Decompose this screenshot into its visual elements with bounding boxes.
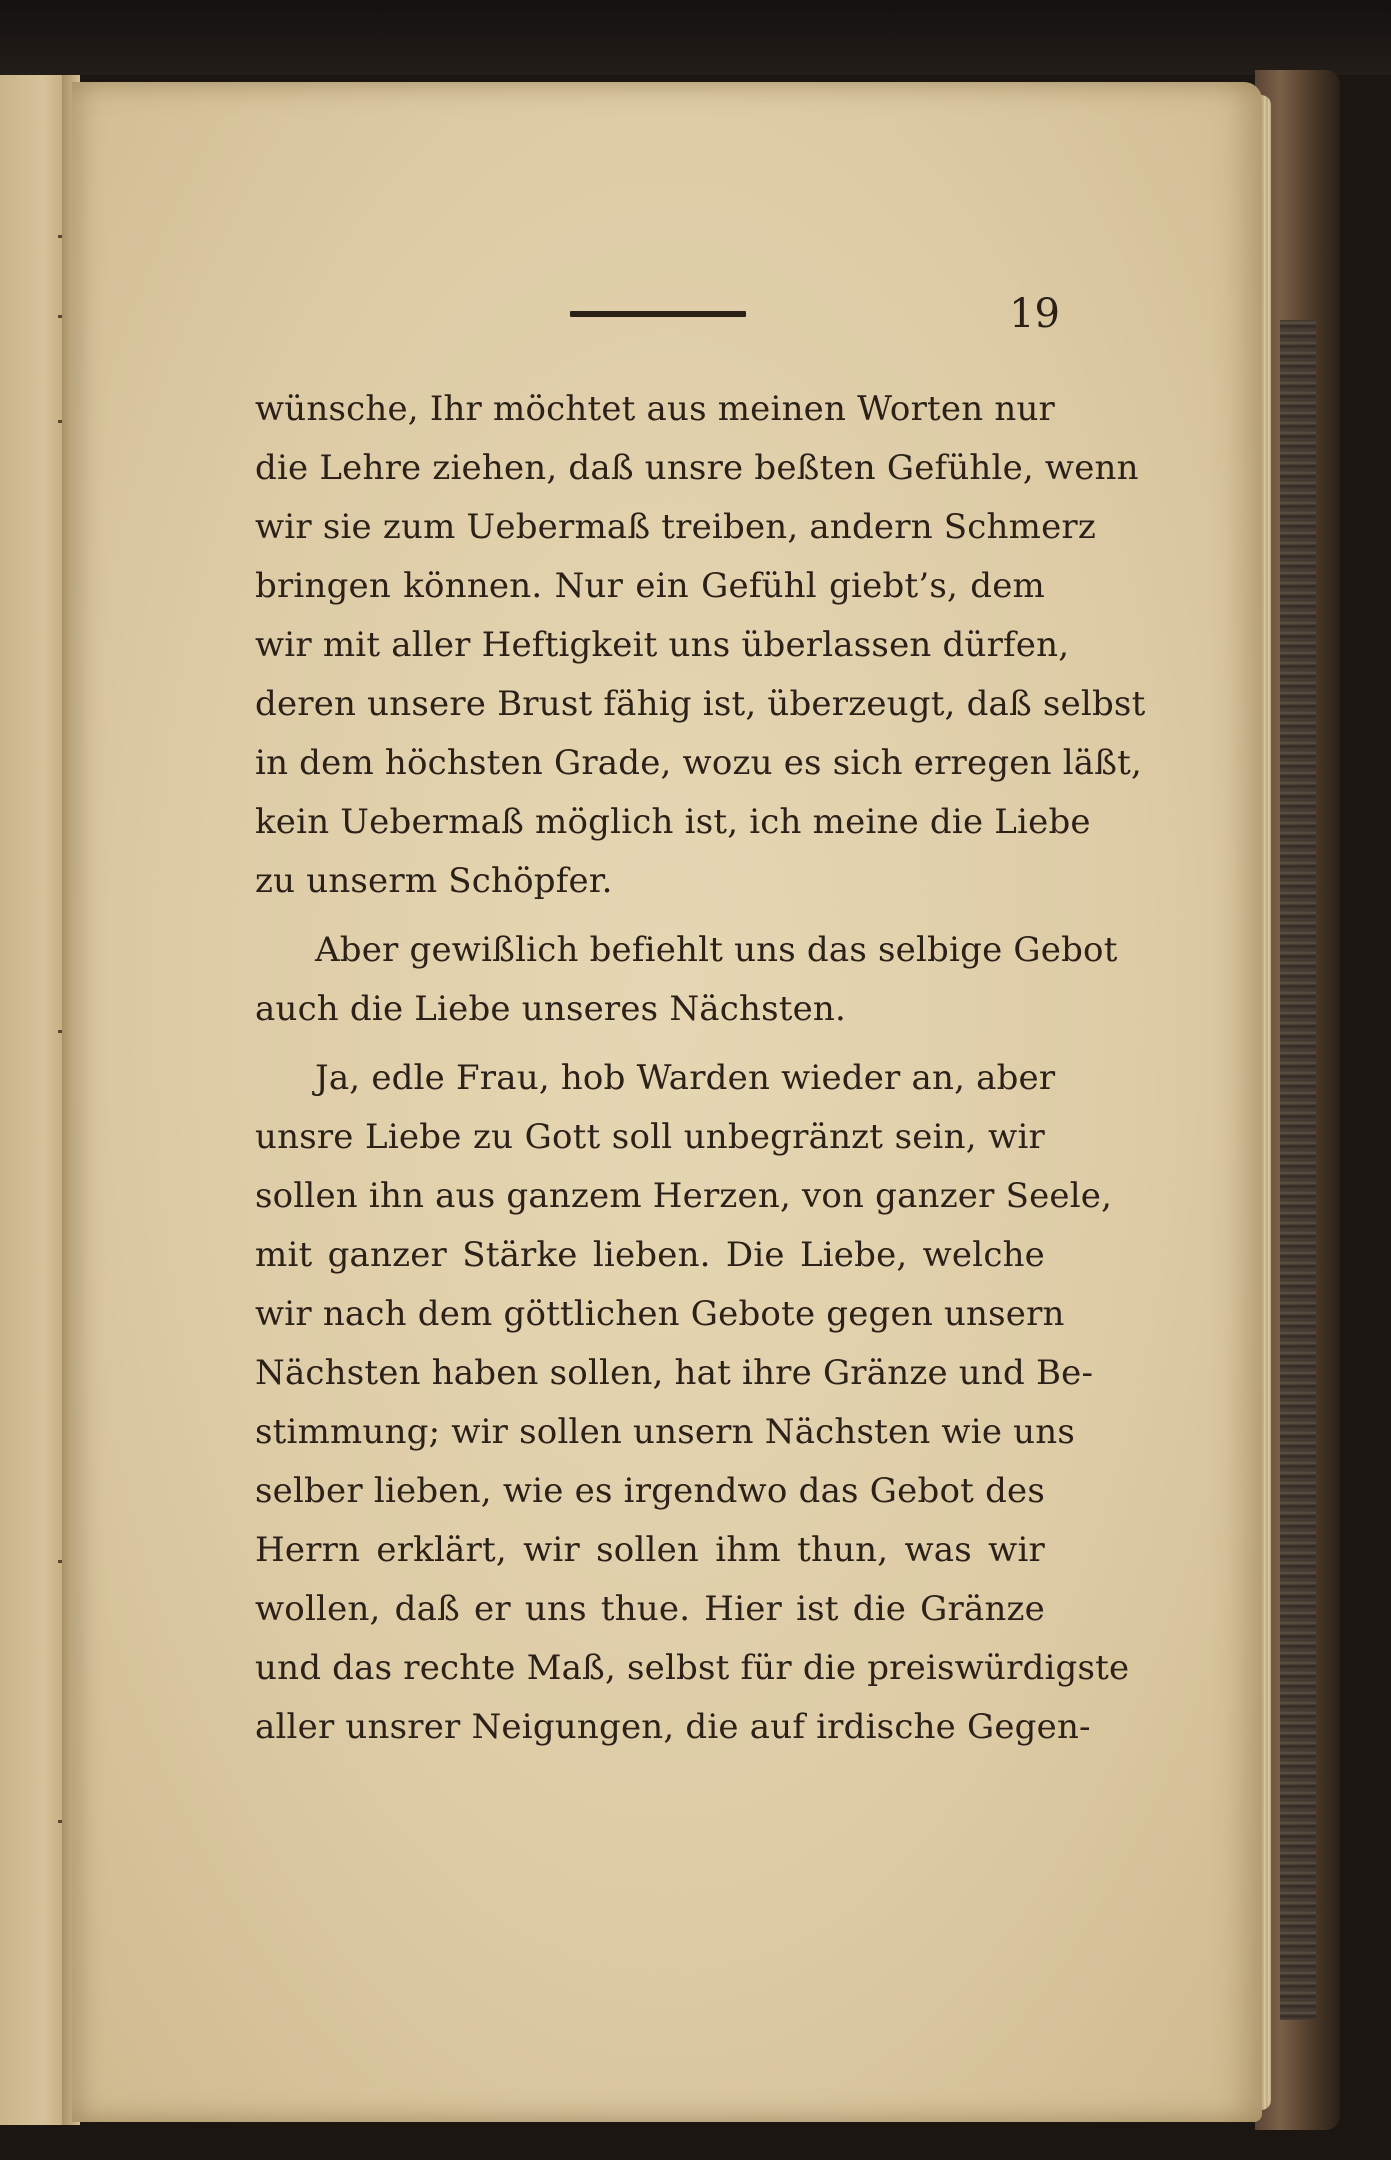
text-line: wir sie zum Uebermaß treiben, andern Schmerz — [255, 507, 1096, 547]
text-line: wir nach dem göttlichen Gebote gegen unsern — [255, 1294, 1065, 1334]
text-line: wünsche, Ihr möchtet aus meinen Worten nur — [255, 389, 1055, 429]
cover-texture — [1280, 320, 1316, 2020]
text-line: stimmung; wir sollen unsern Nächsten wie uns — [255, 1412, 1075, 1452]
text-line: mit ganzer Stärke lieben. Die Liebe, welche — [255, 1235, 1045, 1275]
text-line: zu unserm Schöpfer. — [255, 861, 613, 901]
text-line: auch die Liebe unseres Nächsten. — [255, 989, 847, 1029]
text-line: kein Uebermaß möglich ist, ich meine die Liebe — [255, 802, 1091, 842]
body-text — [255, 380, 1146, 1757]
backdrop — [0, 0, 1391, 75]
text-line: selber lieben, wie es irgendwo das Gebot des — [255, 1471, 1045, 1511]
text-line: Herrn erklärt, wir sollen ihm thun, was wir — [255, 1530, 1045, 1570]
text-line: Ja, edle Frau, hob Warden wieder an, aber — [315, 1058, 1056, 1098]
text-line: unsre Liebe zu Gott soll unbegränzt sein, wir — [255, 1117, 1045, 1157]
text-line: bringen können. Nur ein Gefühl giebt’s, dem — [255, 566, 1045, 606]
text-line: sollen ihn aus ganzem Herzen, von ganzer Seele, — [255, 1176, 1113, 1216]
text-line: deren unsere Brust fähig ist, überzeugt, daß selbst — [255, 684, 1146, 724]
text-line: und das rechte Maß, selbst für die preiswürdigste — [255, 1648, 1130, 1688]
text-line: aller unsrer Neigungen, die auf irdische Gegen- — [255, 1707, 1091, 1747]
page-number: 19 — [1009, 291, 1060, 337]
text-line: wollen, daß er uns thue. Hier ist die Gränze — [255, 1589, 1045, 1629]
text-line: Nächsten haben sollen, hat ihre Gränze und Be- — [255, 1353, 1094, 1393]
text-line: wir mit aller Heftigkeit uns überlassen dürfen, — [255, 625, 1070, 665]
text-line: in dem höchsten Grade, wozu es sich erregen läßt, — [255, 743, 1143, 783]
header-rule — [570, 311, 746, 317]
text-line: Aber gewißlich befiehlt uns das selbige Gebot — [315, 930, 1118, 970]
text-line: die Lehre ziehen, daß unsre beßten Gefühle, wenn — [255, 448, 1139, 488]
